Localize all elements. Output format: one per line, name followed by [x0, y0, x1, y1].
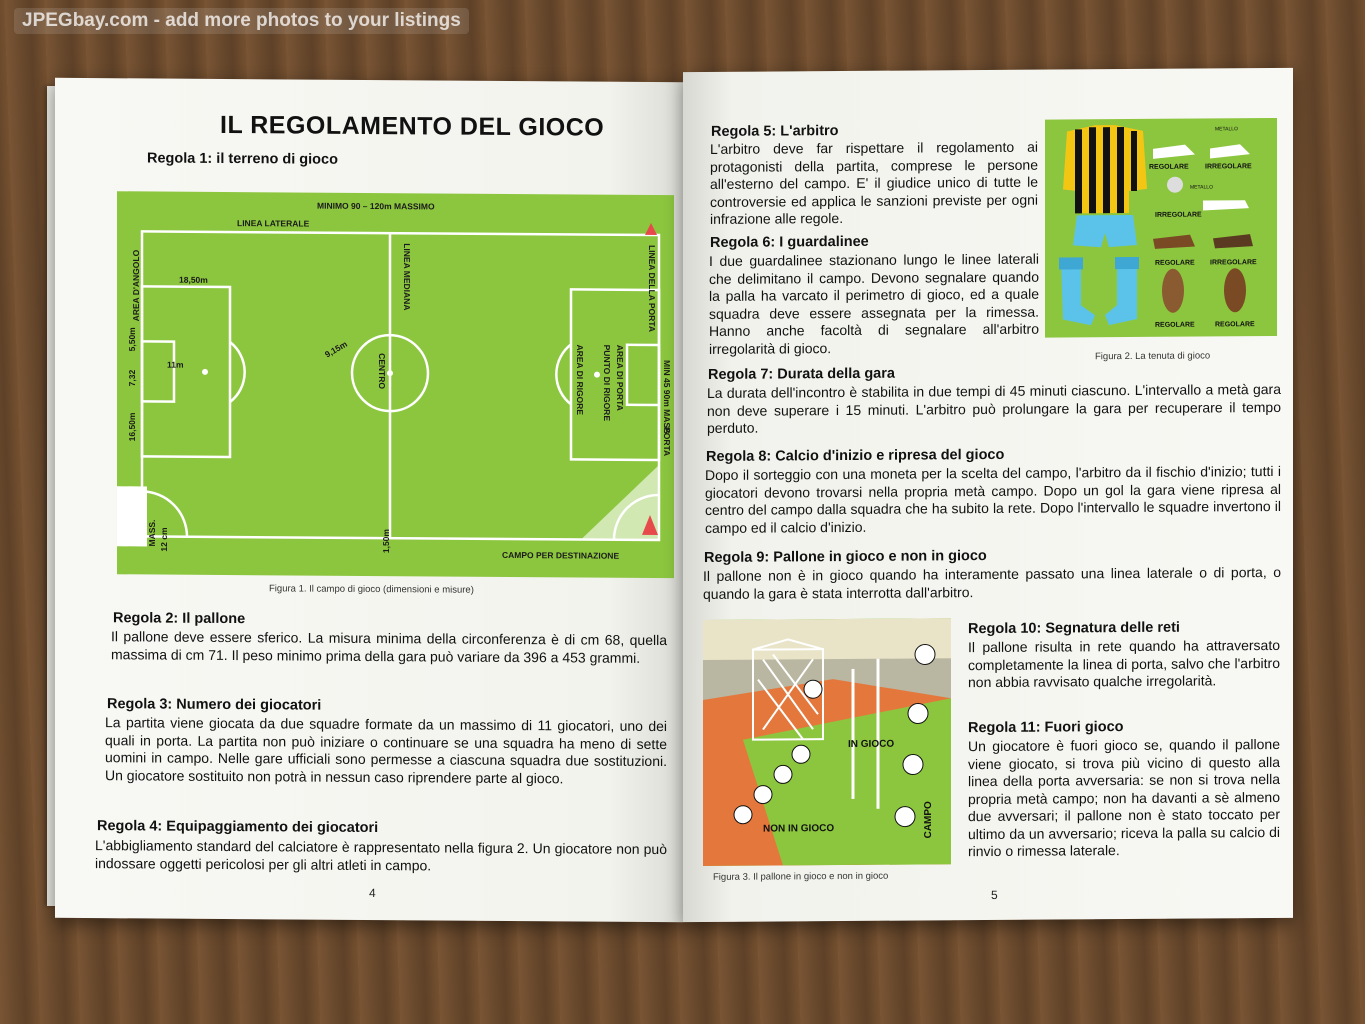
- rule2-heading: Regola 2: Il pallone: [113, 610, 246, 628]
- kit-label-irregolare3: IRREGOLARE: [1210, 259, 1257, 267]
- rule3-heading: Regola 3: Numero dei giocatori: [107, 696, 322, 714]
- label-side-dimension: MIN 45 90m MASS: [662, 360, 672, 434]
- label-9-15: 9,15m: [323, 338, 349, 360]
- rule9-text: Il pallone non è in gioco quando ha interamente passato una linea laterale o di porta, o quando la gara è stata interrotta dall'arbitro.: [703, 563, 1281, 602]
- label-11m: 11m: [167, 359, 184, 370]
- kit-label-metallo2: METALLO: [1190, 184, 1213, 191]
- kit-diagram: [1045, 118, 1277, 338]
- kit-label-regolare1: REGOLARE: [1149, 163, 1189, 171]
- label-non-in-gioco: NON IN GIOCO: [763, 823, 835, 835]
- rule5-text: L'arbitro deve far rispettare il regolamento ai protagonisti della partita, comprese le persone all'esterno del campo. E' il giudice unico di tutte le controversie ed applica le sanzioni previste per ogni infrazione alle regole.: [710, 138, 1038, 227]
- label-1-50: 1,50m: [381, 528, 391, 554]
- rule8-text: Dopo il sorteggio con una moneta per la scelta del campo, l'arbitro da il fischio d'inizio; tutti i giocatori devono trovarsi nella propria metà campo. Dopo un gol la gara viene ripresa al centro del campo dalla squadra che ha subito la rete. Dopo l'intervallo le squadre invertono il campo ed il calcio d'inizio.: [705, 462, 1281, 536]
- figure1-caption: Figura 1. Il campo di gioco (dimensioni e misure): [269, 583, 474, 596]
- kit-label-regolare2: REGOLARE: [1155, 259, 1195, 267]
- label-16-50: 16,50m: [127, 412, 137, 442]
- field-diagram: [117, 191, 674, 578]
- rule11-heading: Regola 11: Fuori gioco: [968, 719, 1124, 737]
- rule3-text: La partita viene giocata da due squadre formate da un massimo di 11 giocatori, uno dei quali in porta. La partita non può iniziare o continuare se una squadra ha meno di sette uomini in campo. Nelle gare ufficiali sono permesse a ciascuna squadra due sostituzioni. Un giocatore sostituito non potrà in nessun caso riprendere parte al gioco.: [105, 714, 667, 786]
- rule7-heading: Regola 7: Durata della gara: [708, 365, 895, 383]
- label-18-50: 18,50m: [179, 274, 208, 285]
- rule7-text: La durata dell'incontro è stabilita in due tempi di 45 minuti ciascuno. L'intervallo a metà gara non deve superare i 15 minuti. L'arbitro può prolungare la gara per recuperare il tempo perduto.: [707, 380, 1281, 436]
- kit-label-irregolare1: IRREGOLARE: [1205, 163, 1252, 171]
- label-punto-rigore: PUNTO DI RIGORE: [602, 344, 612, 422]
- page-number-right: 5: [991, 887, 998, 902]
- rule10-heading: Regola 10: Segnatura delle reti: [968, 619, 1180, 638]
- kit-label-regolare3: REGOLARE: [1155, 321, 1195, 329]
- rule1-heading: Regola 1: il terreno di gioco: [147, 150, 338, 168]
- rule4-text: L'abbigliamento standard del calciatore è rappresentato nella figura 2. Un giocatore non può indossare oggetti pericolosi per gli altri atleti in campo.: [95, 837, 667, 873]
- label-area-rigore: AREA DI RIGORE: [575, 344, 585, 416]
- label-7-32: 7,32: [127, 369, 137, 387]
- jersey-icon: [1063, 125, 1147, 214]
- label-5-50: 5,50m: [127, 327, 137, 352]
- rule6-heading: Regola 6: I guardalinee: [710, 233, 869, 251]
- rule11-text: Un giocatore è fuori gioco se, quando il pallone viene giocato, si trova più vicino di questo alla linea della porta avversaria: se non si trova nella propria metà campo; non ha davanti a sè almeno due avversari; il pallone non è stato toccato per ultimo da un avversario; riceva la palla su calcio di rinvio o rimessa laterale.: [968, 735, 1280, 860]
- rule5-heading: Regola 5: L'arbitro: [711, 123, 839, 140]
- watermark: JPEGbay.com - add more photos to your listings: [14, 8, 469, 34]
- label-12cm: 12 cm: [159, 527, 169, 552]
- label-centro: CENTRO: [377, 353, 387, 390]
- label-area-angolo: AREA D'ANGOLO: [131, 249, 141, 322]
- figure3-caption: Figura 3. Il pallone in gioco e non in gioco: [713, 870, 889, 883]
- socks-icon: [1059, 257, 1139, 326]
- rule10-text: Il pallone risulta in rete quando ha attraversato completamente la linea di porta, salvo che l'arbitro non abbia ravvisato qualche irregolarità.: [968, 636, 1280, 691]
- label-area-porta: AREA DI PORTA: [615, 344, 625, 411]
- shorts-icon: [1073, 215, 1137, 247]
- kit-label-irregolare2: IRREGOLARE: [1155, 211, 1202, 219]
- label-linea-porta: LINEA DELLA PORTA: [647, 244, 657, 333]
- figure2-caption: Figura 2. La tenuta di gioco: [1095, 350, 1211, 363]
- rule8-heading: Regola 8: Calcio d'inizio e ripresa del gioco: [706, 446, 1005, 465]
- right-page: [683, 68, 1293, 922]
- label-top-dimension: MINIMO 90 – 120m MASSIMO: [317, 200, 435, 212]
- rule6-text: I due guardalinee stazionano lungo le linee laterali che delimitano il campo. Devono segnalare quando la palla ha varcato il perimetro di gioco, ed a quale squadra deve essere assegnata per la rimessa. Hanno anche facoltà di segnalare all'arbitro irregolarità di gioco.: [709, 250, 1039, 357]
- rule9-heading: Regola 9: Pallone in gioco e non in gioco: [704, 548, 987, 566]
- goal-diagram: [703, 618, 951, 866]
- booklet: [55, 70, 1305, 930]
- rule2-text: Il pallone deve essere sferico. La misura minima della circonferenza è di cm 68, quella massima di cm 71. Il peso minimo prima della gara può variare da 396 a 453 grammi.: [111, 628, 667, 666]
- left-page: [55, 78, 683, 922]
- label-linea-mediana: LINEA MEDIANA: [402, 243, 412, 311]
- label-campo: CAMPO: [923, 801, 934, 839]
- rule4-heading: Regola 4: Equipaggiamento dei giocatori: [97, 818, 379, 837]
- label-in-gioco: IN GIOCO: [848, 738, 895, 750]
- label-linea-laterale: LINEA LATERALE: [237, 218, 310, 229]
- label-campo-destinazione: CAMPO PER DESTINAZIONE: [502, 549, 620, 561]
- page-number-left: 4: [369, 886, 376, 901]
- label-mass: MASS.: [147, 519, 157, 547]
- page-title: IL REGOLAMENTO DEL GIOCO: [220, 110, 605, 142]
- label-porta: PORTA: [662, 427, 672, 457]
- kit-label-metallo1: METALLO: [1215, 126, 1238, 133]
- kit-label-regolare4: REGOLARE: [1215, 321, 1255, 329]
